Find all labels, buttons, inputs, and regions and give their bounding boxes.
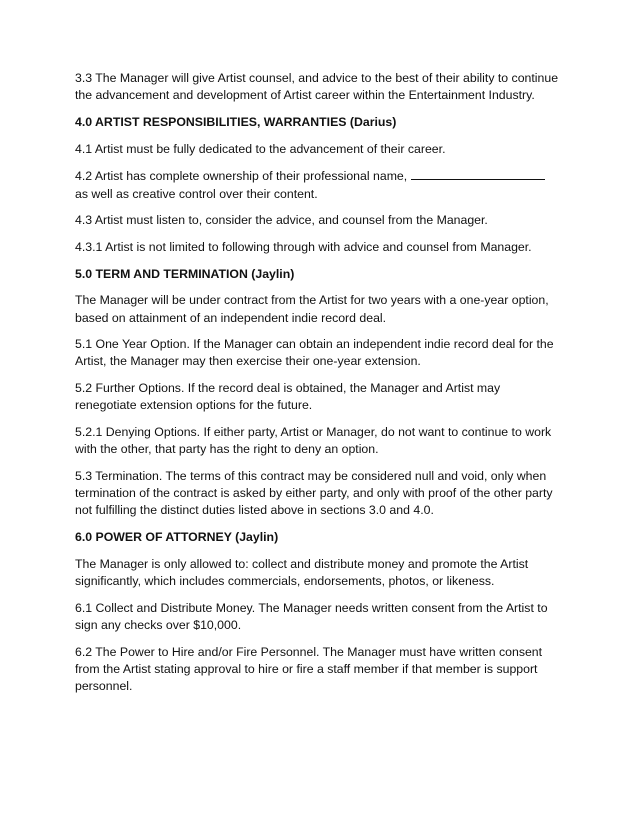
section-heading-4-0: 4.0 ARTIST RESPONSIBILITIES, WARRANTIES (Darius)	[75, 114, 397, 129]
clause-5-2: 5.2 Further Options. If the record deal is obtained, the Manager and Artist may renegotiate extension options for the future.	[75, 381, 501, 413]
section-heading-5-0: 5.0 TERM AND TERMINATION (Jaylin)	[75, 266, 295, 281]
clause-5-1: 5.1 One Year Option. If the Manager can obtain an independent indie record deal for the Artist, the Manager may then exercise their one-year extension.	[75, 337, 554, 369]
clause-4-1: 4.1 Artist must be fully dedicated to the advancement of their career.	[75, 141, 446, 156]
clause-6-2: 6.2 The Power to Hire and/or Fire Personnel. The Manager must have written consent from the Artist stating approval to hire or fire a staff member if that member is support personnel.	[75, 644, 543, 693]
document-page	[75, 70, 565, 705]
clause-6-1: 6.1 Collect and Distribute Money. The Manager needs written consent from the Artist to sign any checks over $10,000.	[75, 600, 548, 632]
clause-4-2	[75, 167, 565, 202]
name-blank-line	[411, 167, 545, 180]
clause-5-0-intro: The Manager will be under contract from the Artist for two years with a one-year option, based on attainment of an independent indie record deal.	[75, 293, 549, 325]
section-heading-6-0: 6.0 POWER OF ATTORNEY (Jaylin)	[75, 530, 279, 545]
clause-3-3: 3.3 The Manager will give Artist counsel, and advice to the best of their ability to continue the advancement and development of Artist career within the Entertainment Industry.	[75, 71, 559, 103]
clause-5-3: 5.3 Termination. The terms of this contract may be considered null and void, only when termination of the contract is asked by either party, and only with proof of the other party not fulfilling the distinct duties listed above in sections 3.0 and 4.0.	[75, 468, 553, 518]
clause-5-2-1: 5.2.1 Denying Options. If either party, Artist or Manager, do not want to continue to work with the other, that party has the right to deny an option.	[75, 425, 552, 457]
clause-4-2-text-before: 4.2 Artist has complete ownership of their professional name,	[75, 169, 408, 184]
clause-4-2-text-after: as well as creative control over their content.	[75, 186, 318, 201]
clause-6-0-intro: The Manager is only allowed to: collect and distribute money and promote the Artist significantly, which includes commercials, endorsements, photos, or likeness.	[75, 556, 529, 588]
clause-4-3: 4.3 Artist must listen to, consider the advice, and counsel from the Manager.	[75, 213, 488, 228]
clause-4-3-1: 4.3.1 Artist is not limited to following through with advice and counsel from Manager.	[75, 239, 532, 254]
